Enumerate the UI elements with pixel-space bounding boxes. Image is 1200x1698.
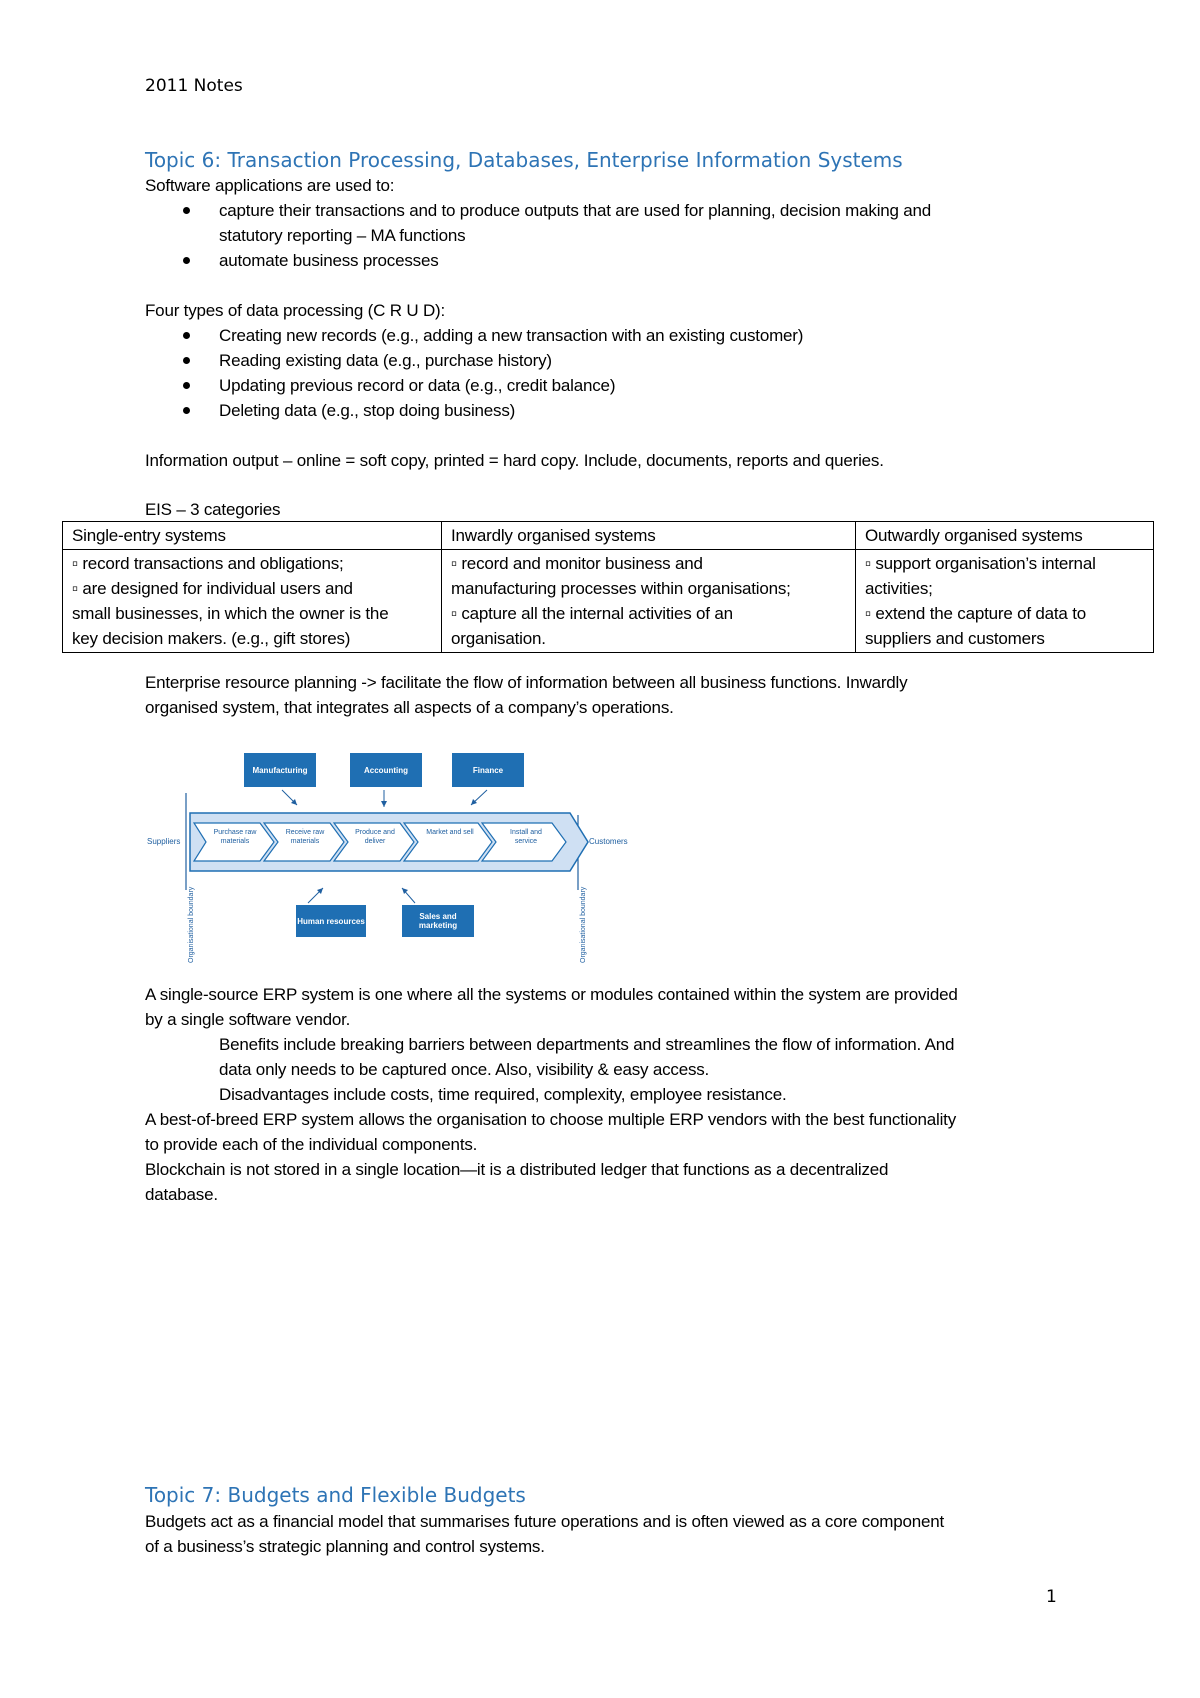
topic7-title: Topic 7: Budgets and Flexible Budgets	[145, 1483, 526, 1507]
cell-line: ▫ support organisation’s internal	[865, 554, 1096, 573]
table-header-row	[63, 522, 1154, 550]
page-header: 2011 Notes	[145, 76, 243, 96]
bullet-dot	[183, 407, 190, 414]
table-cell	[856, 550, 1154, 653]
info-output: Information output – online = soft copy, printed = hard copy. Include, documents, reports and queries.	[145, 451, 884, 470]
table-row	[63, 550, 1154, 653]
module-box-accounting: Accounting	[350, 753, 422, 787]
best-of-breed-line: to provide each of the individual components.	[145, 1135, 478, 1154]
module-box-sales-marketing: Sales and marketing	[402, 905, 474, 937]
table-cell	[442, 550, 856, 653]
cell-line: ▫ record and monitor business and	[451, 554, 703, 573]
bullet-dot	[183, 357, 190, 364]
table-header-cell: Single-entry systems	[63, 522, 442, 550]
bullet-dot	[183, 382, 190, 389]
arrow-head	[402, 888, 408, 894]
table-header-cell: Outwardly organised systems	[856, 522, 1154, 550]
erp-line: organised system, that integrates all aspects of a company’s operations.	[145, 698, 674, 717]
boundary-label-left: Organisational boundary	[188, 886, 195, 963]
blockchain-line: database.	[145, 1185, 218, 1204]
erp-value-chain-diagram	[140, 745, 640, 970]
software-bullet: capture their transactions and to produce outputs that are used for planning, decision making and	[219, 201, 932, 220]
single-source-line: by a single software vendor.	[145, 1010, 351, 1029]
eis-label: EIS – 3 categories	[145, 500, 281, 519]
blockchain-line: Blockchain is not stored in a single location—it is a distributed ledger that functions as a decentralized	[145, 1160, 889, 1179]
stage-label: Install and service	[510, 829, 542, 845]
topic7-line: Budgets act as a financial model that summarises future operations and is often viewed as a core component	[145, 1512, 945, 1531]
crud-bullet: Creating new records (e.g., adding a new transaction with an existing customer)	[219, 326, 804, 345]
cell-line: key decision makers. (e.g., gift stores)	[72, 629, 351, 648]
arrow-head	[381, 801, 387, 807]
single-source-line: A single-source ERP system is one where all the systems or modules contained within the system are provided	[145, 985, 958, 1004]
crud-bullet: Reading existing data (e.g., purchase history)	[219, 351, 552, 370]
software-bullet-cont: statutory reporting – MA functions	[219, 226, 466, 245]
bullet-dot	[183, 332, 190, 339]
module-box-manufacturing: Manufacturing	[244, 753, 316, 787]
cell-line: ▫ are designed for individual users and	[72, 579, 353, 598]
disadvantages-line: Disadvantages include costs, time required, complexity, employee resistance.	[219, 1085, 787, 1104]
stage-label: Produce and deliver	[355, 829, 395, 845]
bullet-dot	[183, 257, 190, 264]
benefits-line: Benefits include breaking barriers between departments and streamlines the flow of information. And	[219, 1035, 955, 1054]
cell-line: ▫ capture all the internal activities of an	[451, 604, 733, 623]
erp-line: Enterprise resource planning -> facilitate the flow of information between all business functions. Inwardly	[145, 673, 908, 692]
bullet-dot	[183, 207, 190, 214]
software-bullet: automate business processes	[219, 251, 439, 270]
benefits-line: data only needs to be captured once. Also, visibility & easy access.	[219, 1060, 710, 1079]
best-of-breed-line: A best-of-breed ERP system allows the organisation to choose multiple ERP vendors with the best functionality	[145, 1110, 957, 1129]
boundary-label-right: Organisational boundary	[580, 886, 587, 963]
stage-label: Market and sell	[426, 829, 474, 836]
suppliers-label: Suppliers	[147, 837, 181, 846]
cell-line: activities;	[865, 579, 933, 598]
table-header-cell: Inwardly organised systems	[442, 522, 856, 550]
stage-label: Purchase raw materials	[213, 829, 257, 845]
module-box-human-resources: Human resources	[296, 905, 366, 937]
cell-line: ▫ record transactions and obligations;	[72, 554, 344, 573]
stage-label: Receive raw materials	[285, 829, 325, 845]
module-box-finance: Finance	[452, 753, 524, 787]
page-number: 1	[1046, 1587, 1057, 1607]
cell-line: suppliers and customers	[865, 629, 1045, 648]
customers-label: Customers	[589, 837, 628, 846]
topic7-line: of a business’s strategic planning and control systems.	[145, 1537, 545, 1556]
crud-bullet: Deleting data (e.g., stop doing business)	[219, 401, 516, 420]
crud-intro: Four types of data processing (C R U D):	[145, 301, 446, 320]
cell-line: organisation.	[451, 629, 546, 648]
table-cell	[63, 550, 442, 653]
software-intro: Software applications are used to:	[145, 176, 395, 195]
topic6-title: Topic 6: Transaction Processing, Databases, Enterprise Information Systems	[145, 148, 903, 172]
eis-table	[62, 521, 1154, 653]
crud-bullet: Updating previous record or data (e.g., credit balance)	[219, 376, 616, 395]
cell-line: ▫ extend the capture of data to	[865, 604, 1086, 623]
cell-line: small businesses, in which the owner is the	[72, 604, 389, 623]
cell-line: manufacturing processes within organisations;	[451, 579, 791, 598]
